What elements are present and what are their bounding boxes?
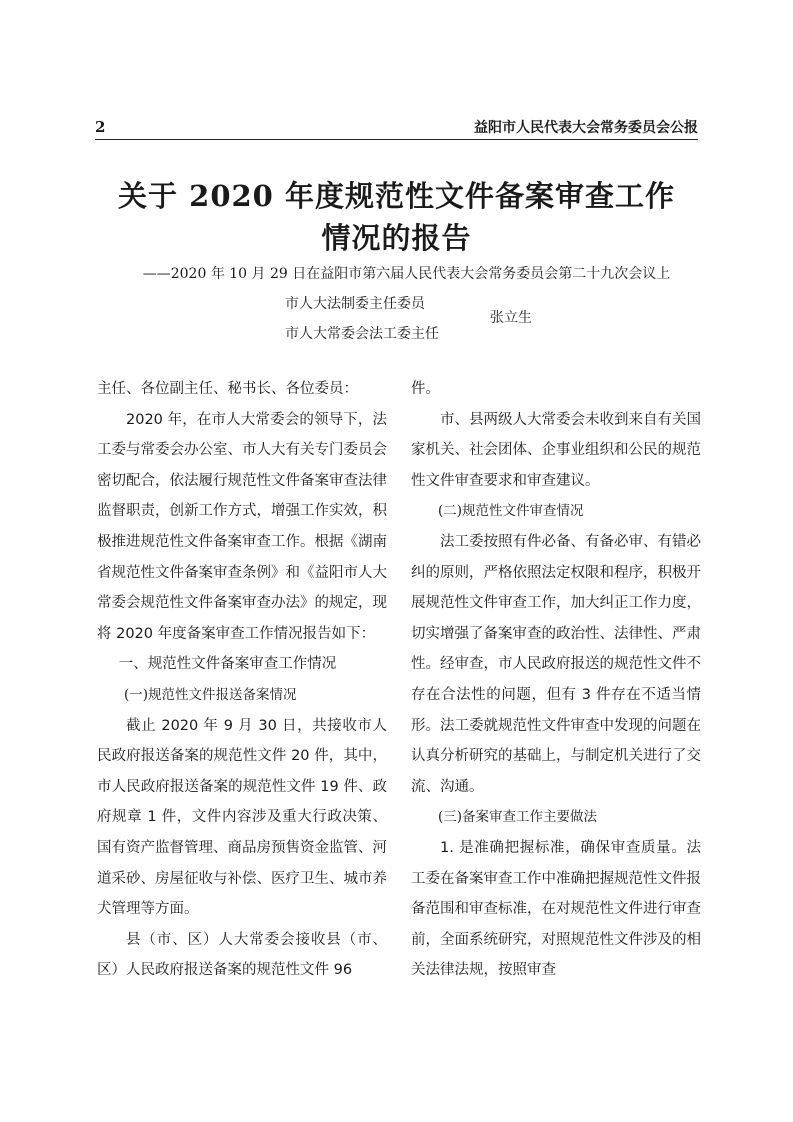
subsection-heading: (二)规范性文件审查情况 (438, 503, 584, 520)
subsection-heading: (一)规范性文件报送备案情况 (124, 686, 297, 703)
author-name: 张立生 (490, 310, 532, 326)
author-role-1: 市人大法制委主任委员 (285, 296, 425, 312)
page-number: 2 (95, 118, 106, 136)
section-heading: 一、规范性文件备案审查工作情况 (118, 656, 337, 673)
paragraph: 县（市、区）人大常委会接收县（市、区）人民政府报送备案的规范性文件 96 (97, 931, 387, 979)
document-title-line1: 关于 2020 年度规范性文件备案审查工作 (118, 179, 675, 213)
journal-title: 益阳市人民代表大会常务委员会公报 (474, 120, 698, 136)
salutation: 主任、各位副主任、秘书长、各位委员： (97, 381, 358, 397)
subsection-heading: (三)备案审查工作主要做法 (438, 809, 598, 826)
paragraph: 法工委按照有件必备、有备必审、有错必纠的原则，严格依照法定权限和程序，积极开展规范性文件审查工作，加大纠正工作力度，切实增强了备案审查的政治性、法律性、严肃性。经审查，市人民政府报送的规范性文件不存在合法性的问题，但有 3 件存在不适当情形。法工委就规范性文件审查中发现的问题在认真分析研究的基础上，与制定机关进行了交流、沟通。 (411, 533, 701, 795)
paragraph: 市、县两级人大常委会未收到来自有关国家机关、社会团体、企事业组织和公民的规范性文件审查要求和审查建议。 (411, 411, 701, 489)
author-role-2: 市人大常委会法工委主任 (285, 326, 439, 342)
right-column (411, 374, 701, 986)
paragraph: 截止 2020 年 9 月 30 日，共接收市人民政府报送备案的规范性文件 20 件，其中，市人民政府报送备案的规范性文件 19 件、政府规章 1 件，文件内容涉及重大行政决策、国有资产监督管理、商品房预售资金监管、河道采砂、房屋征收与补偿、医疗卫生、城市养犬管理等方面。 (97, 717, 387, 918)
document-subtitle: ——2020 年 10 月 29 日在益阳市第六届人民代表大会常务委员会第二十九次会议上 (142, 266, 671, 282)
header-divider (95, 139, 698, 140)
paragraph: 1. 是准确把握标准，确保审查质量。法工委在备案审查工作中准确把握规范性文件报备范围和审查标准，在对规范性文件进行审查前，全面系统研究，对照规范性文件涉及的相关法律法规，按照审查 (411, 839, 701, 979)
paragraph: 2020 年，在市人大常委会的领导下，法工委与常委会办公室、市人大有关专门委员会密切配合，依法履行规范性文件备案审查法律监督职责，创新工作方式，增强工作实效，积极推进规范性文件备案审查工作。根据《湖南省规范性文件备案审查条例》和《益阳市人大常委会规范性文件备案审查办法》的规定，现将 2020 年度备案审查工作情况报告如下： (97, 411, 387, 642)
paragraph-continuation: 件。 (411, 381, 440, 397)
left-column (97, 374, 387, 986)
document-title-line2: 情况的报告 (321, 221, 472, 255)
